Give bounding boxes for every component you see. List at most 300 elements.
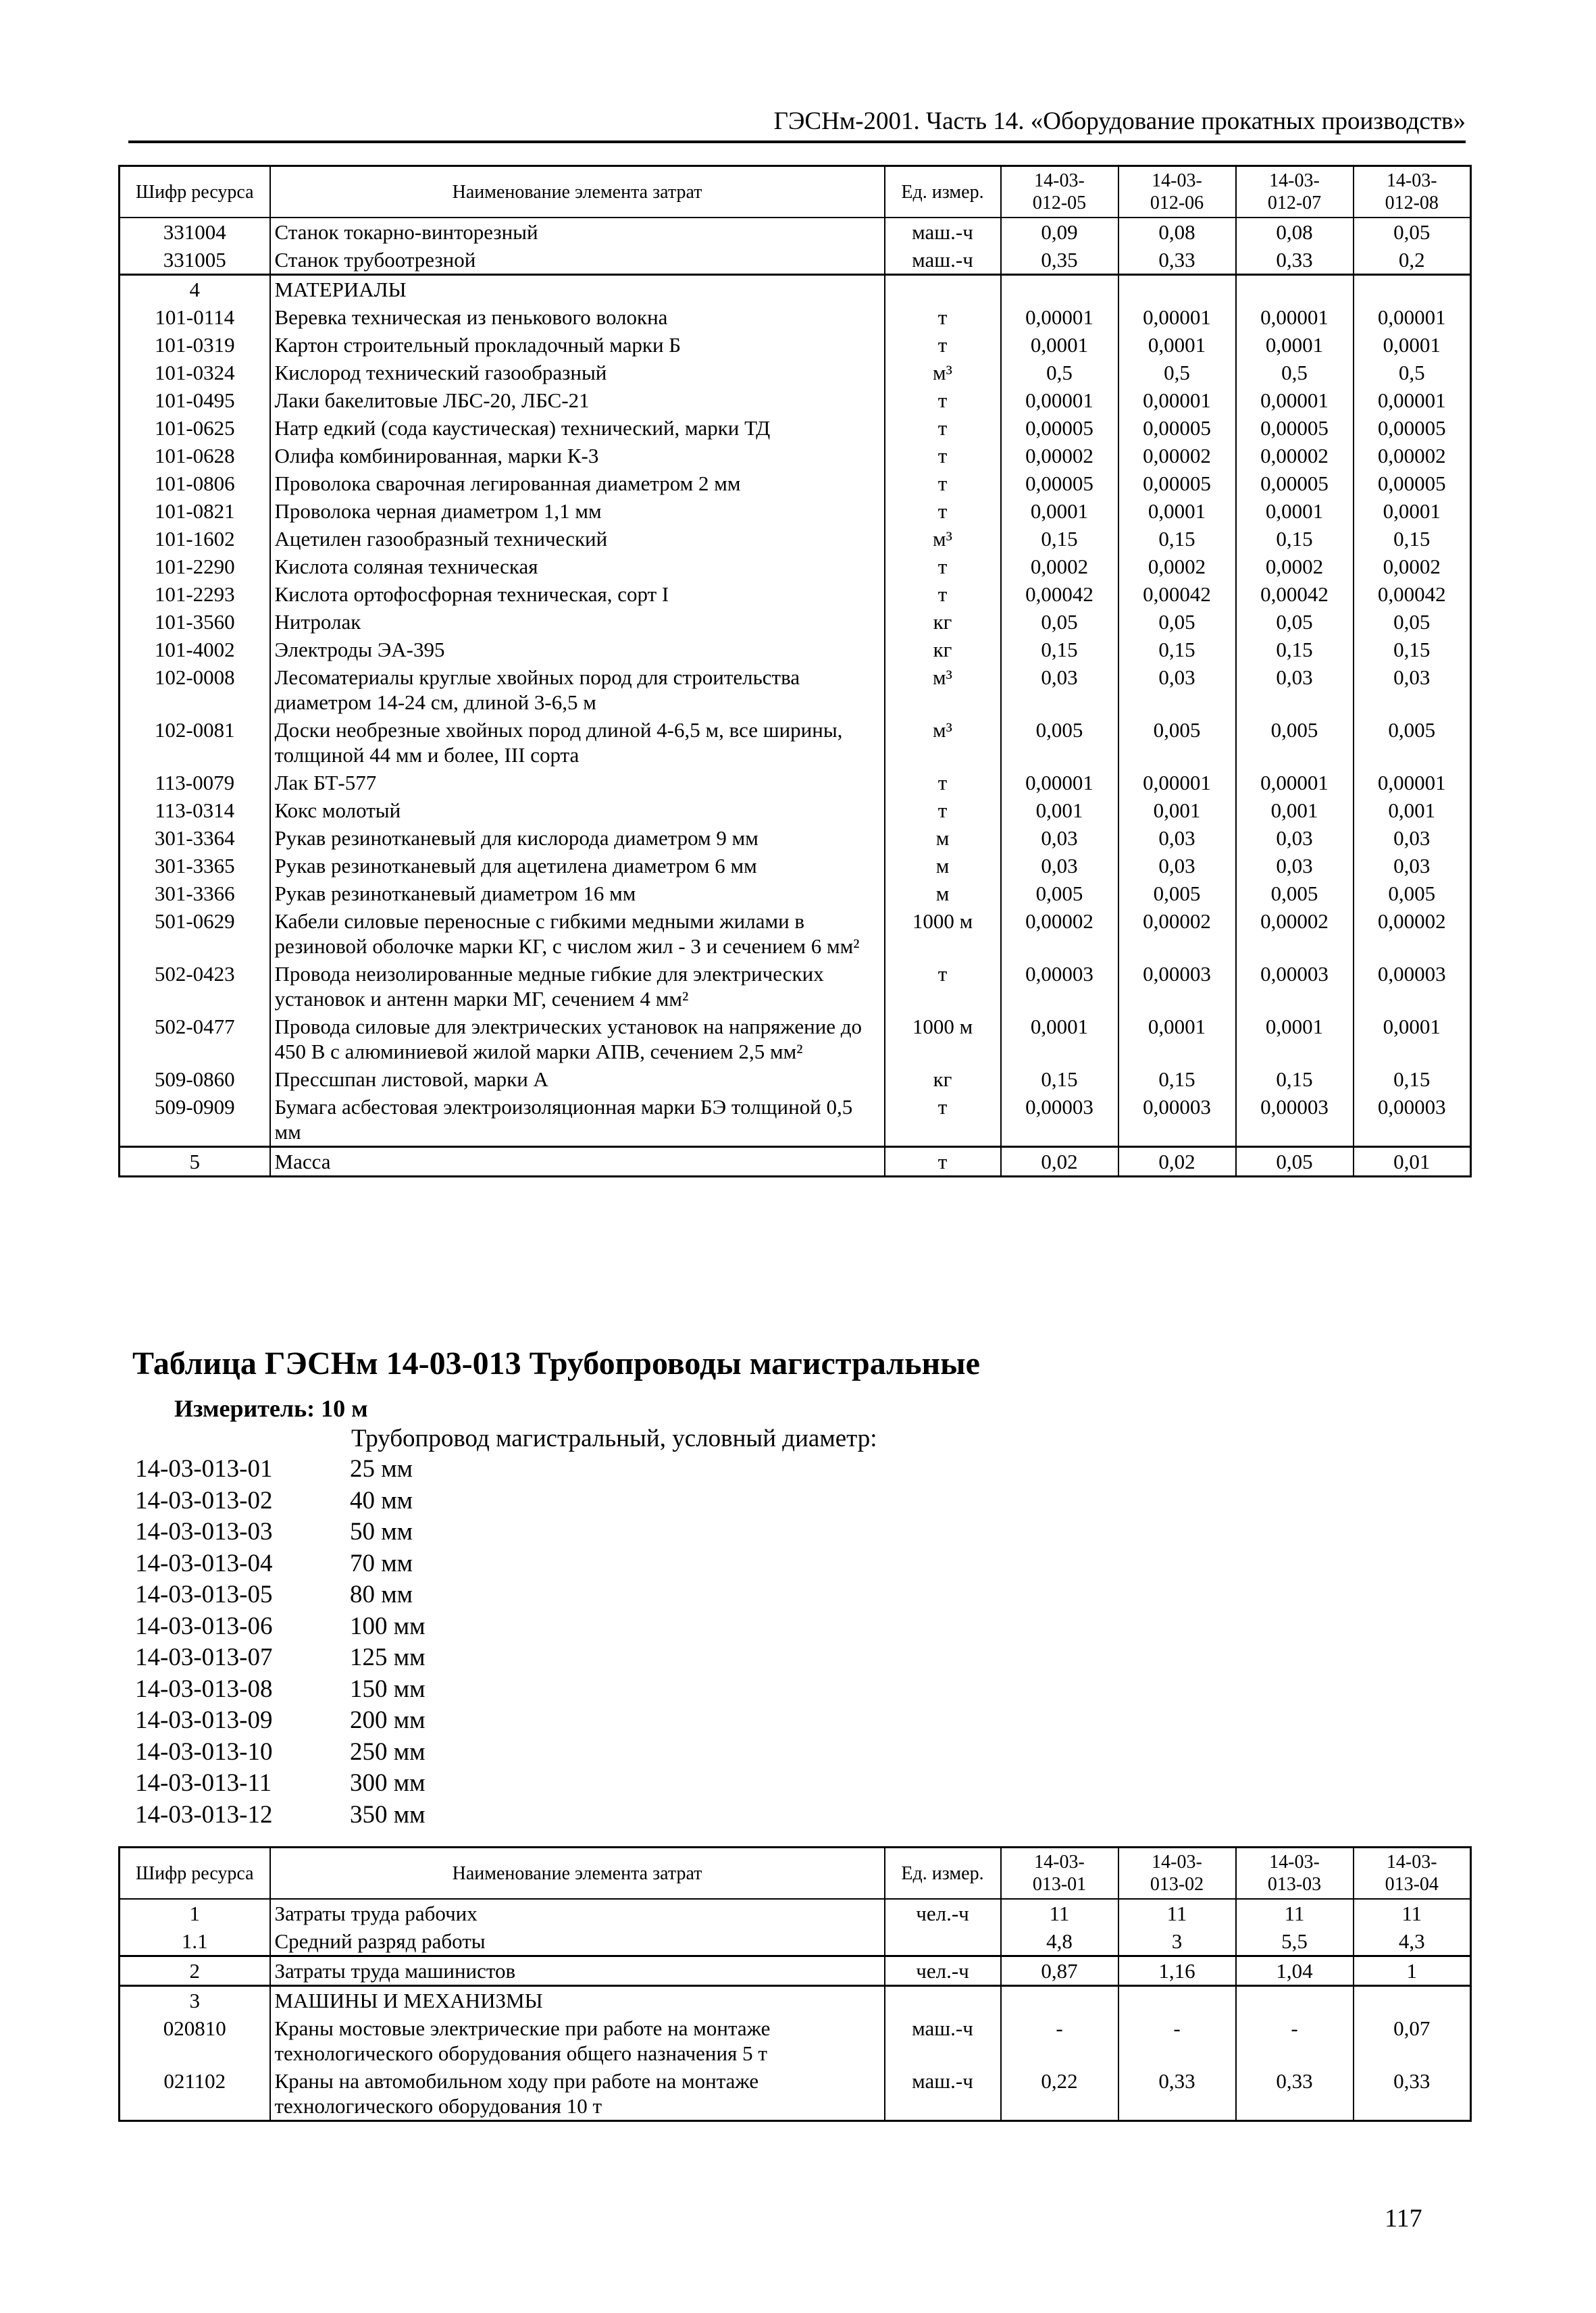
resource-name: Средний разряд работы: [270, 1927, 885, 1956]
resource-value: 0,00001: [1118, 303, 1236, 331]
resource-value: 0,0001: [1001, 1013, 1118, 1065]
pipe-diameter: 200 мм: [350, 1706, 426, 1734]
resource-code: 113-0079: [120, 769, 270, 796]
resource-value: 0,00001: [1001, 303, 1118, 331]
resource-name: Станок трубоотрезной: [270, 246, 885, 275]
resource-name: Нитролак: [270, 608, 885, 636]
resource-value: 0,00005: [1118, 414, 1236, 442]
table-row: [120, 852, 1471, 880]
resource-value: 0,05: [1236, 608, 1354, 636]
pipe-diameter: 350 мм: [350, 1800, 426, 1829]
resource-value: [1236, 275, 1354, 304]
table-row: [120, 275, 1471, 304]
resource-value: [1236, 1986, 1354, 2015]
resource-code: 021102: [120, 2067, 270, 2121]
resource-value: 0,005: [1236, 716, 1354, 769]
resource-value: 0,00005: [1001, 414, 1118, 442]
resource-value: 0,00001: [1354, 769, 1471, 796]
header-col-3: 14-03- 012-07: [1236, 166, 1354, 218]
resource-value: 0,00003: [1001, 1093, 1118, 1147]
table-row: [120, 663, 1471, 716]
table-row: [120, 442, 1471, 469]
table-row: [120, 2067, 1471, 2121]
resource-value: 0,03: [1118, 663, 1236, 716]
resource-name: Лесоматериалы круглые хвойных пород для строительства диаметром 14-24 см, длиной 3-6,5 м: [270, 663, 885, 716]
norm-code: 14-03-013-04: [135, 1549, 273, 1577]
resource-value: 0,00003: [1118, 960, 1236, 1013]
resource-value: 0,00002: [1118, 907, 1236, 960]
resource-code: 101-3560: [120, 608, 270, 636]
table-row: [120, 525, 1471, 553]
table-row: [120, 414, 1471, 442]
list-item: [135, 1705, 426, 1737]
resource-value: 0,00003: [1354, 1093, 1471, 1147]
resource-value: 0,05: [1354, 608, 1471, 636]
resource-name: Картон строительный прокладочный марки Б: [270, 331, 885, 359]
table-row: [120, 907, 1471, 960]
resource-name: Станок токарно-винторезный: [270, 218, 885, 246]
resource-value: 0,001: [1354, 796, 1471, 824]
codes-list: [135, 1454, 426, 1831]
table-row: [120, 716, 1471, 769]
header-rule: [128, 141, 1466, 143]
resource-value: 0,0001: [1236, 497, 1354, 525]
table-row: [120, 1065, 1471, 1093]
resource-unit: т: [885, 331, 1001, 359]
resource-value: 4,3: [1354, 1927, 1471, 1956]
resource-name: Краны мостовые электрические при работе на монтаже технологического оборудования общего назначения 5 т: [270, 2014, 885, 2067]
resource-value: 0,0001: [1118, 497, 1236, 525]
resource-unit: т: [885, 769, 1001, 796]
table-row: [120, 960, 1471, 1013]
table-row: [120, 1013, 1471, 1065]
resource-value: 0,05: [1354, 218, 1471, 246]
resource-code: 3: [120, 1986, 270, 2015]
resource-code: 301-3364: [120, 824, 270, 852]
pipe-diameter: 125 мм: [350, 1644, 426, 1671]
resource-unit: [885, 275, 1001, 304]
resource-unit: [885, 1927, 1001, 1956]
norm-code: 14-03-013-07: [135, 1644, 273, 1671]
resource-value: 0,15: [1001, 1065, 1118, 1093]
list-item: [135, 1674, 426, 1706]
resource-unit: 1000 м: [885, 1013, 1001, 1065]
header-code: Шифр ресурса: [120, 1848, 270, 1900]
resource-value: 0,0001: [1001, 497, 1118, 525]
table-row: [120, 824, 1471, 852]
list-item: [135, 1579, 426, 1611]
resource-value: 0,33: [1118, 2067, 1236, 2121]
resource-code: 102-0008: [120, 663, 270, 716]
resource-value: 0,00042: [1354, 580, 1471, 608]
header-code: Шифр ресурса: [120, 166, 270, 218]
resource-value: 0,03: [1354, 663, 1471, 716]
header-unit: Ед. измер.: [885, 1848, 1001, 1900]
norm-code: 14-03-013-12: [135, 1800, 273, 1829]
table-row: [120, 497, 1471, 525]
resource-code: 1: [120, 1899, 270, 1927]
norm-code: 14-03-013-11: [135, 1769, 272, 1797]
resources-table-013: [118, 1846, 1472, 2122]
norm-code: 14-03-013-05: [135, 1581, 273, 1608]
table-header-row: [120, 166, 1471, 218]
resource-value: 0,00002: [1354, 907, 1471, 960]
list-item: [135, 1800, 426, 1831]
resource-value: 0,00005: [1118, 469, 1236, 497]
resource-value: 0,0002: [1118, 553, 1236, 580]
resource-value: 0,00001: [1118, 769, 1236, 796]
resource-value: 0,00001: [1236, 386, 1354, 414]
resource-value: 0,15: [1236, 636, 1354, 663]
resource-value: 0,001: [1236, 796, 1354, 824]
resource-code: 101-0495: [120, 386, 270, 414]
resource-name: Ацетилен газообразный технический: [270, 525, 885, 553]
resource-code: 1.1: [120, 1927, 270, 1956]
resource-name: Прессшпан листовой, марки А: [270, 1065, 885, 1093]
resource-name: Затраты труда рабочих: [270, 1899, 885, 1927]
resource-value: 11: [1354, 1899, 1471, 1927]
resource-value: 0,0002: [1236, 553, 1354, 580]
norm-code: 14-03-013-02: [135, 1486, 273, 1515]
resource-unit: т: [885, 580, 1001, 608]
norm-code: 14-03-013-01: [135, 1455, 273, 1483]
resource-code: 020810: [120, 2014, 270, 2067]
resource-value: 0,00005: [1001, 469, 1118, 497]
header-col-4: 14-03- 012-08: [1354, 166, 1471, 218]
resource-unit: м: [885, 852, 1001, 880]
meter-label: Измеритель: 10 м: [174, 1395, 368, 1422]
resource-value: 0,00005: [1236, 469, 1354, 497]
resource-value: 0,5: [1354, 359, 1471, 386]
resource-code: 331004: [120, 218, 270, 246]
resource-name: Проволока сварочная легированная диаметром 2 мм: [270, 469, 885, 497]
resource-value: 11: [1236, 1899, 1354, 1927]
table-row: [120, 796, 1471, 824]
resources-table-012: [118, 165, 1472, 1177]
resource-code: 101-0625: [120, 414, 270, 442]
resource-name: Краны на автомобильном ходу при работе на монтаже технологического оборудования 10 т: [270, 2067, 885, 2121]
resource-unit: кг: [885, 636, 1001, 663]
resource-value: 0,05: [1001, 608, 1118, 636]
resource-value: 0,15: [1001, 525, 1118, 553]
resource-code: 509-0860: [120, 1065, 270, 1093]
resource-unit: т: [885, 1147, 1001, 1177]
resource-unit: м: [885, 824, 1001, 852]
resource-unit: 1000 м: [885, 907, 1001, 960]
list-item: [135, 1548, 426, 1580]
resource-value: 0,0001: [1236, 1013, 1354, 1065]
resource-value: 0,08: [1118, 218, 1236, 246]
resource-value: 0,00003: [1236, 960, 1354, 1013]
resource-value: 0,03: [1236, 663, 1354, 716]
resource-value: [1354, 1986, 1471, 2015]
resource-value: [1001, 275, 1118, 304]
norm-code: 14-03-013-09: [135, 1706, 273, 1734]
resource-value: [1001, 1986, 1118, 2015]
resource-name: Кокс молотый: [270, 796, 885, 824]
header-name: Наименование элемента затрат: [270, 166, 885, 218]
codes-caption: Трубопровод магистральный, условный диаметр:: [351, 1425, 877, 1452]
table-row: [120, 303, 1471, 331]
resource-name: Бумага асбестовая электроизоляционная марки БЭ толщиной 0,5 мм: [270, 1093, 885, 1147]
resource-code: 4: [120, 275, 270, 304]
pipe-diameter: 80 мм: [350, 1581, 413, 1608]
resource-value: 0,00042: [1236, 580, 1354, 608]
table-row: [120, 386, 1471, 414]
resource-name: Веревка техническая из пенькового волокна: [270, 303, 885, 331]
table-row: [120, 218, 1471, 246]
resource-unit: т: [885, 553, 1001, 580]
resource-value: 0,0001: [1236, 331, 1354, 359]
resource-code: 502-0477: [120, 1013, 270, 1065]
resource-value: 0,005: [1118, 716, 1236, 769]
resource-value: 0,15: [1354, 1065, 1471, 1093]
resource-code: 509-0909: [120, 1093, 270, 1147]
table-row: [120, 636, 1471, 663]
resource-name: Натр едкий (сода каустическая) технический, марки ТД: [270, 414, 885, 442]
resource-value: 0,15: [1354, 525, 1471, 553]
resource-code: 5: [120, 1147, 270, 1177]
table-row: [120, 469, 1471, 497]
resource-code: 101-0806: [120, 469, 270, 497]
table-row: [120, 1093, 1471, 1147]
resource-value: 0,00003: [1118, 1093, 1236, 1147]
resource-code: 101-1602: [120, 525, 270, 553]
resource-unit: чел.-ч: [885, 1899, 1001, 1927]
header-col-3: 14-03- 013-03: [1236, 1848, 1354, 1900]
header-col-4: 14-03- 013-04: [1354, 1848, 1471, 1900]
resource-value: 0,005: [1001, 880, 1118, 907]
resource-value: 0,2: [1354, 246, 1471, 275]
table-row: [120, 1986, 1471, 2015]
resource-unit: маш.-ч: [885, 2067, 1001, 2121]
resource-value: 0,00001: [1354, 303, 1471, 331]
resource-value: 11: [1118, 1899, 1236, 1927]
resource-unit: [885, 1986, 1001, 2015]
resource-value: 0,00002: [1118, 442, 1236, 469]
list-item: [135, 1737, 426, 1769]
resource-value: 0,0001: [1118, 331, 1236, 359]
resource-value: 0,00002: [1236, 907, 1354, 960]
resource-value: 0,05: [1236, 1147, 1354, 1177]
resource-value: 0,5: [1236, 359, 1354, 386]
resource-value: 0,33: [1118, 246, 1236, 275]
resource-code: 301-3366: [120, 880, 270, 907]
table-body: [120, 1899, 1471, 2121]
resource-value: 0,0001: [1001, 331, 1118, 359]
resource-value: 0,00005: [1236, 414, 1354, 442]
resource-value: 0,5: [1118, 359, 1236, 386]
resource-value: 0,15: [1354, 636, 1471, 663]
page-number: 117: [1385, 2204, 1422, 2233]
resource-unit: т: [885, 1093, 1001, 1147]
resource-value: 0,00002: [1001, 907, 1118, 960]
running-header: ГЭСНм-2001. Часть 14. «Оборудование прокатных производств»: [773, 107, 1466, 135]
resource-value: 0,001: [1001, 796, 1118, 824]
resource-name: Рукав резинотканевый диаметром 16 мм: [270, 880, 885, 907]
resource-value: 0,15: [1118, 1065, 1236, 1093]
resource-value: 0,15: [1236, 1065, 1354, 1093]
resource-value: 0,03: [1236, 824, 1354, 852]
table-row: [120, 1956, 1471, 1986]
resource-value: 0,03: [1001, 852, 1118, 880]
table-title: Таблица ГЭСНм 14-03-013 Трубопроводы магистральные: [132, 1346, 980, 1381]
resource-value: 0,00003: [1236, 1093, 1354, 1147]
resource-name: Масса: [270, 1147, 885, 1177]
resource-value: 3: [1118, 1927, 1236, 1956]
resource-value: 0,00001: [1118, 386, 1236, 414]
table-row: [120, 331, 1471, 359]
pipe-diameter: 300 мм: [350, 1769, 426, 1797]
list-item: [135, 1611, 426, 1643]
resource-value: 0,0001: [1354, 1013, 1471, 1065]
resource-unit: м³: [885, 663, 1001, 716]
resource-value: 0,00002: [1354, 442, 1471, 469]
resource-name: МАШИНЫ И МЕХАНИЗМЫ: [270, 1986, 885, 2015]
resource-value: 0,33: [1236, 246, 1354, 275]
resource-unit: м: [885, 880, 1001, 907]
resource-code: 101-0114: [120, 303, 270, 331]
pipe-diameter: 100 мм: [350, 1612, 426, 1640]
resource-value: 0,00001: [1001, 386, 1118, 414]
resource-unit: маш.-ч: [885, 246, 1001, 275]
resource-value: 0,15: [1118, 636, 1236, 663]
resource-value: 0,00042: [1118, 580, 1236, 608]
resource-value: -: [1001, 2014, 1118, 2067]
resource-value: 0,00005: [1354, 469, 1471, 497]
resource-value: 0,22: [1001, 2067, 1118, 2121]
resource-code: 101-2293: [120, 580, 270, 608]
resource-value: 5,5: [1236, 1927, 1354, 1956]
norm-code: 14-03-013-10: [135, 1737, 273, 1766]
pipe-diameter: 70 мм: [350, 1549, 413, 1577]
resource-value: 1: [1354, 1956, 1471, 1986]
table-row: [120, 2014, 1471, 2067]
list-item: [135, 1642, 426, 1674]
table-row: [120, 359, 1471, 386]
resource-value: 11: [1001, 1899, 1118, 1927]
resource-code: 101-2290: [120, 553, 270, 580]
resource-unit: т: [885, 796, 1001, 824]
table-header-row: [120, 1848, 1471, 1900]
resource-name: Рукав резинотканевый для ацетилена диаметром 6 мм: [270, 852, 885, 880]
pipe-diameter: 25 мм: [350, 1455, 413, 1483]
resource-unit: т: [885, 442, 1001, 469]
resource-code: 301-3365: [120, 852, 270, 880]
resource-value: 0,08: [1236, 218, 1354, 246]
table-row: [120, 769, 1471, 796]
resource-value: 4,8: [1001, 1927, 1118, 1956]
resource-value: 0,005: [1118, 880, 1236, 907]
table-row: [120, 246, 1471, 275]
resource-unit: т: [885, 414, 1001, 442]
resource-name: Олифа комбинированная, марки К-3: [270, 442, 885, 469]
norm-code: 14-03-013-08: [135, 1675, 273, 1703]
resource-value: 0,33: [1236, 2067, 1354, 2121]
resource-value: 0,00001: [1354, 386, 1471, 414]
resource-code: 102-0081: [120, 716, 270, 769]
header-col-1: 14-03- 013-01: [1001, 1848, 1118, 1900]
resource-name: Затраты труда машинистов: [270, 1956, 885, 1986]
header-col-2: 14-03- 012-06: [1118, 166, 1236, 218]
table-row: [120, 1899, 1471, 1927]
table-row: [120, 1927, 1471, 1956]
resource-value: 0,005: [1236, 880, 1354, 907]
resource-name: МАТЕРИАЛЫ: [270, 275, 885, 304]
list-item: [135, 1517, 426, 1548]
resource-value: 0,00002: [1001, 442, 1118, 469]
table-row: [120, 608, 1471, 636]
resource-value: 0,02: [1001, 1147, 1118, 1177]
resource-value: 0,0001: [1118, 1013, 1236, 1065]
header-col-2: 14-03- 013-02: [1118, 1848, 1236, 1900]
resource-value: 0,5: [1001, 359, 1118, 386]
resource-unit: кг: [885, 608, 1001, 636]
resource-value: 0,00001: [1001, 769, 1118, 796]
resource-unit: кг: [885, 1065, 1001, 1093]
resource-value: 0,0002: [1001, 553, 1118, 580]
resource-code: 113-0314: [120, 796, 270, 824]
resource-value: [1118, 1986, 1236, 2015]
resource-value: 0,87: [1001, 1956, 1118, 1986]
resource-value: [1118, 275, 1236, 304]
resource-value: 0,001: [1118, 796, 1236, 824]
list-item: [135, 1768, 426, 1800]
resource-value: 0,00001: [1236, 769, 1354, 796]
resource-unit: т: [885, 497, 1001, 525]
resource-code: 501-0629: [120, 907, 270, 960]
resource-value: 0,15: [1118, 525, 1236, 553]
resource-name: Кислота соляная техническая: [270, 553, 885, 580]
resource-value: 0,15: [1236, 525, 1354, 553]
resource-value: 0,03: [1001, 824, 1118, 852]
resource-value: 0,01: [1354, 1147, 1471, 1177]
resource-name: Лаки бакелитовые ЛБС-20, ЛБС-21: [270, 386, 885, 414]
resource-name: Провода неизолированные медные гибкие для электрических установок и антенн марки МГ, сечением 4 мм²: [270, 960, 885, 1013]
resource-value: [1354, 275, 1471, 304]
resource-code: 502-0423: [120, 960, 270, 1013]
resource-name: Электроды ЭА-395: [270, 636, 885, 663]
resource-name: Рукав резинотканевый для кислорода диаметром 9 мм: [270, 824, 885, 852]
resource-value: 0,03: [1001, 663, 1118, 716]
resource-value: 0,03: [1354, 824, 1471, 852]
resource-value: 0,00003: [1354, 960, 1471, 1013]
resource-unit: м³: [885, 359, 1001, 386]
resource-code: 101-0324: [120, 359, 270, 386]
resource-value: 0,00001: [1236, 303, 1354, 331]
resource-value: 0,05: [1118, 608, 1236, 636]
resource-value: 0,00003: [1001, 960, 1118, 1013]
resource-value: 0,00002: [1236, 442, 1354, 469]
resource-value: 0,0001: [1354, 331, 1471, 359]
resource-name: Кабели силовые переносные с гибкими медными жилами в резиновой оболочке марки КГ, с числом жил - 3 и сечением 6 мм²: [270, 907, 885, 960]
resource-value: 0,00005: [1354, 414, 1471, 442]
resource-value: 0,03: [1354, 852, 1471, 880]
resource-unit: чел.-ч: [885, 1956, 1001, 1986]
resource-value: 0,0001: [1354, 497, 1471, 525]
resource-unit: маш.-ч: [885, 218, 1001, 246]
resource-code: 101-0628: [120, 442, 270, 469]
resource-value: 1,16: [1118, 1956, 1236, 1986]
resource-unit: т: [885, 960, 1001, 1013]
resource-unit: т: [885, 469, 1001, 497]
resource-code: 101-4002: [120, 636, 270, 663]
table-row: [120, 580, 1471, 608]
resource-code: 101-0319: [120, 331, 270, 359]
resource-code: 2: [120, 1956, 270, 1986]
resource-unit: т: [885, 386, 1001, 414]
resource-value: 0,005: [1354, 716, 1471, 769]
